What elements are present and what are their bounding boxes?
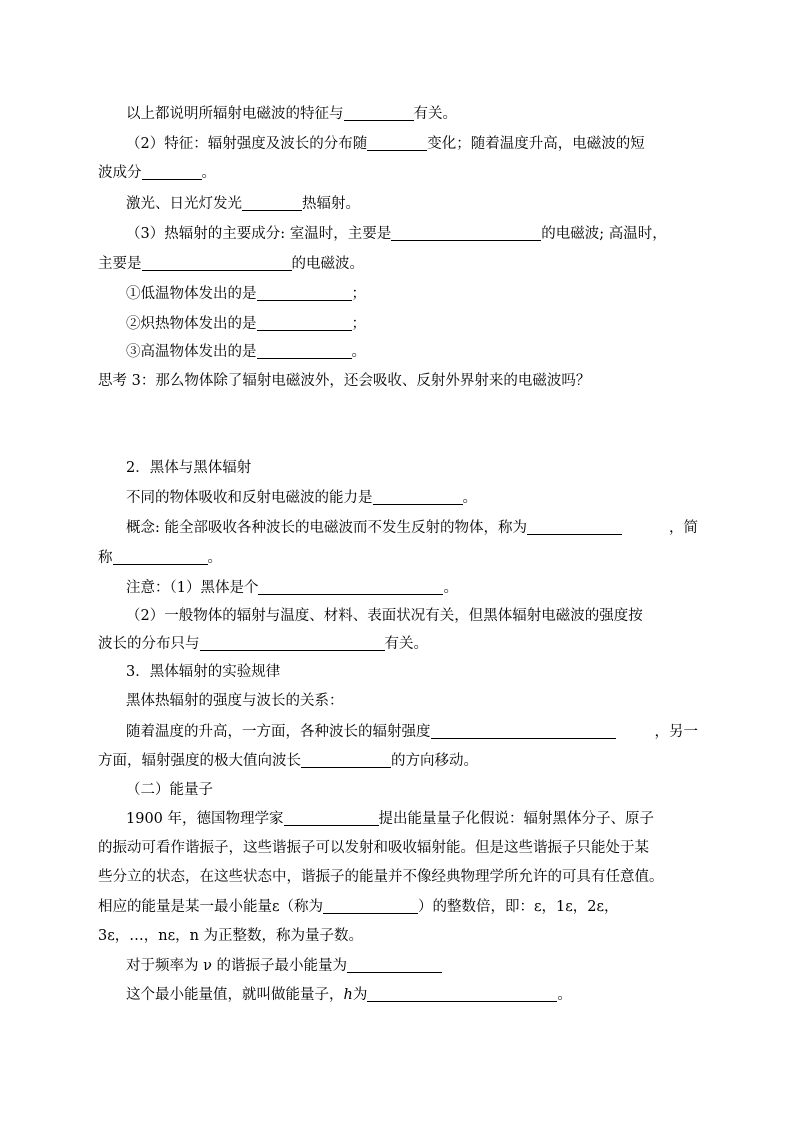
- blank[interactable]: [242, 195, 302, 211]
- text-line: [126, 606, 726, 626]
- blank[interactable]: [373, 489, 463, 505]
- text: 。: [351, 344, 366, 360]
- text: 提出能量量子化假说：辐射黑体分子、原子: [378, 811, 655, 827]
- blank[interactable]: [347, 957, 442, 973]
- text: （3）热辐射的主要成分: 室温时，主要是: [126, 226, 392, 242]
- text: 主要是: [98, 256, 142, 272]
- blank[interactable]: [200, 635, 385, 651]
- blank[interactable]: [301, 752, 391, 768]
- text: 注意：（1）黑体是个: [126, 580, 259, 596]
- text-line: [98, 254, 698, 274]
- text: 对于频率为 ν 的谐振子最小能量为: [126, 958, 348, 974]
- text: ，另一: [654, 724, 698, 740]
- blank[interactable]: [257, 285, 352, 301]
- text-line: [98, 897, 698, 917]
- blank[interactable]: [113, 549, 208, 565]
- text: ①低温物体发出的是: [126, 286, 257, 302]
- text-line: [126, 104, 726, 124]
- text-line: [98, 926, 698, 946]
- text: 。: [462, 490, 477, 506]
- text: 的振动可看作谐振子，这些谐振子可以发射和吸收辐射能。但是这些谐振子只能处于某: [98, 840, 649, 856]
- text: 激光、日光灯发光: [126, 196, 242, 212]
- text: （二）能量子: [126, 782, 213, 798]
- text: 些分立的状态，在这些状态中，谐振子的能量并不像经典物理学所允许的可具有任意值。: [98, 869, 664, 885]
- text: ③高温物体发出的是: [126, 344, 257, 360]
- text: 称: [98, 550, 113, 566]
- text-line: [98, 371, 698, 391]
- text: 3．黑体辐射的实验规律: [126, 664, 281, 680]
- text: （2）特征：辐射强度及波长的分布随: [126, 136, 368, 152]
- text: 。: [443, 580, 458, 596]
- text-line: [126, 134, 726, 154]
- text: 热辐射。: [302, 196, 360, 212]
- text: ，简: [669, 520, 698, 536]
- blank[interactable]: [344, 105, 414, 121]
- text: ②炽热物体发出的是: [126, 316, 257, 332]
- text: 随着温度的升高，一方面，各种波长的辐射强度: [126, 724, 431, 740]
- text-line: [98, 867, 698, 887]
- text-line: [126, 314, 726, 334]
- text-line: [126, 224, 726, 244]
- text-line: [98, 634, 698, 654]
- text-line: [126, 956, 726, 976]
- text: 3ε，…，nε，n 为正整数，称为量子数。: [98, 928, 364, 944]
- text: 概念: 能全部吸收各种波长的电磁波而不发生反射的物体，称为: [126, 520, 527, 536]
- text-line: [98, 163, 698, 183]
- text: 为: [352, 987, 368, 1003]
- blank[interactable]: [367, 986, 557, 1002]
- planck-constant-symbol: h: [343, 987, 353, 1003]
- blank[interactable]: [367, 135, 427, 151]
- text-line: [126, 488, 726, 508]
- text: （2）一般物体的辐射与温度、材料、表面状况有关，但黑体辐射电磁波的强度按: [126, 608, 643, 624]
- text: ；: [351, 316, 366, 332]
- text-line: [126, 578, 726, 598]
- section-heading: [126, 662, 726, 682]
- blank[interactable]: [257, 343, 352, 359]
- section-heading: [126, 780, 726, 800]
- text-line: [126, 722, 698, 742]
- text-line: [126, 194, 726, 214]
- text: 1900 年，德国物理学家: [126, 811, 284, 827]
- text: 波成分: [98, 165, 142, 181]
- text: 波长的分布只与: [98, 636, 200, 652]
- blank[interactable]: [527, 519, 622, 535]
- text-line: [126, 691, 726, 711]
- text: 有关。: [413, 106, 457, 122]
- blank[interactable]: [142, 164, 202, 180]
- text: 。: [207, 550, 222, 566]
- text-line: [126, 284, 726, 304]
- text: 黑体热辐射的强度与波长的关系：: [126, 693, 344, 709]
- text: 的方向移动。: [391, 753, 478, 769]
- text: 的电磁波。: [291, 256, 364, 272]
- text-line: [98, 548, 698, 568]
- blank[interactable]: [257, 315, 352, 331]
- text: 相应的能量是某一最小能量ε（称为: [98, 899, 324, 915]
- text: 。: [557, 987, 572, 1003]
- text-line: [98, 751, 698, 771]
- section-heading: [126, 458, 726, 478]
- text: 。: [201, 165, 216, 181]
- text: 有关。: [384, 636, 428, 652]
- text: ）的整数倍，即：ε，1ε，2ε，: [418, 899, 619, 915]
- blank[interactable]: [391, 225, 541, 241]
- text-line: [126, 518, 698, 538]
- text: 的电磁波; 高温时，: [541, 226, 667, 242]
- text: 2．黑体与黑体辐射: [126, 460, 252, 476]
- text-line: [126, 809, 698, 829]
- text: 思考 3：那么物体除了辐射电磁波外，还会吸收、反射外界射来的电磁波吗？: [98, 373, 591, 389]
- text: 方面，辐射强度的极大值向波长: [98, 753, 301, 769]
- text-line: [126, 985, 726, 1005]
- blank[interactable]: [258, 579, 443, 595]
- blank[interactable]: [142, 255, 292, 271]
- blank[interactable]: [431, 723, 616, 739]
- text: 变化；随着温度升高，电磁波的短: [427, 136, 645, 152]
- text: 以上都说明所辐射电磁波的特征与: [126, 106, 344, 122]
- blank[interactable]: [284, 810, 379, 826]
- text: ；: [351, 286, 366, 302]
- text-line: [126, 342, 726, 362]
- blank[interactable]: [323, 898, 418, 914]
- text: 这个最小能量值，就叫做能量子，: [126, 987, 344, 1003]
- text-line: [98, 838, 698, 858]
- text: 不同的物体吸收和反射电磁波的能力是: [126, 490, 373, 506]
